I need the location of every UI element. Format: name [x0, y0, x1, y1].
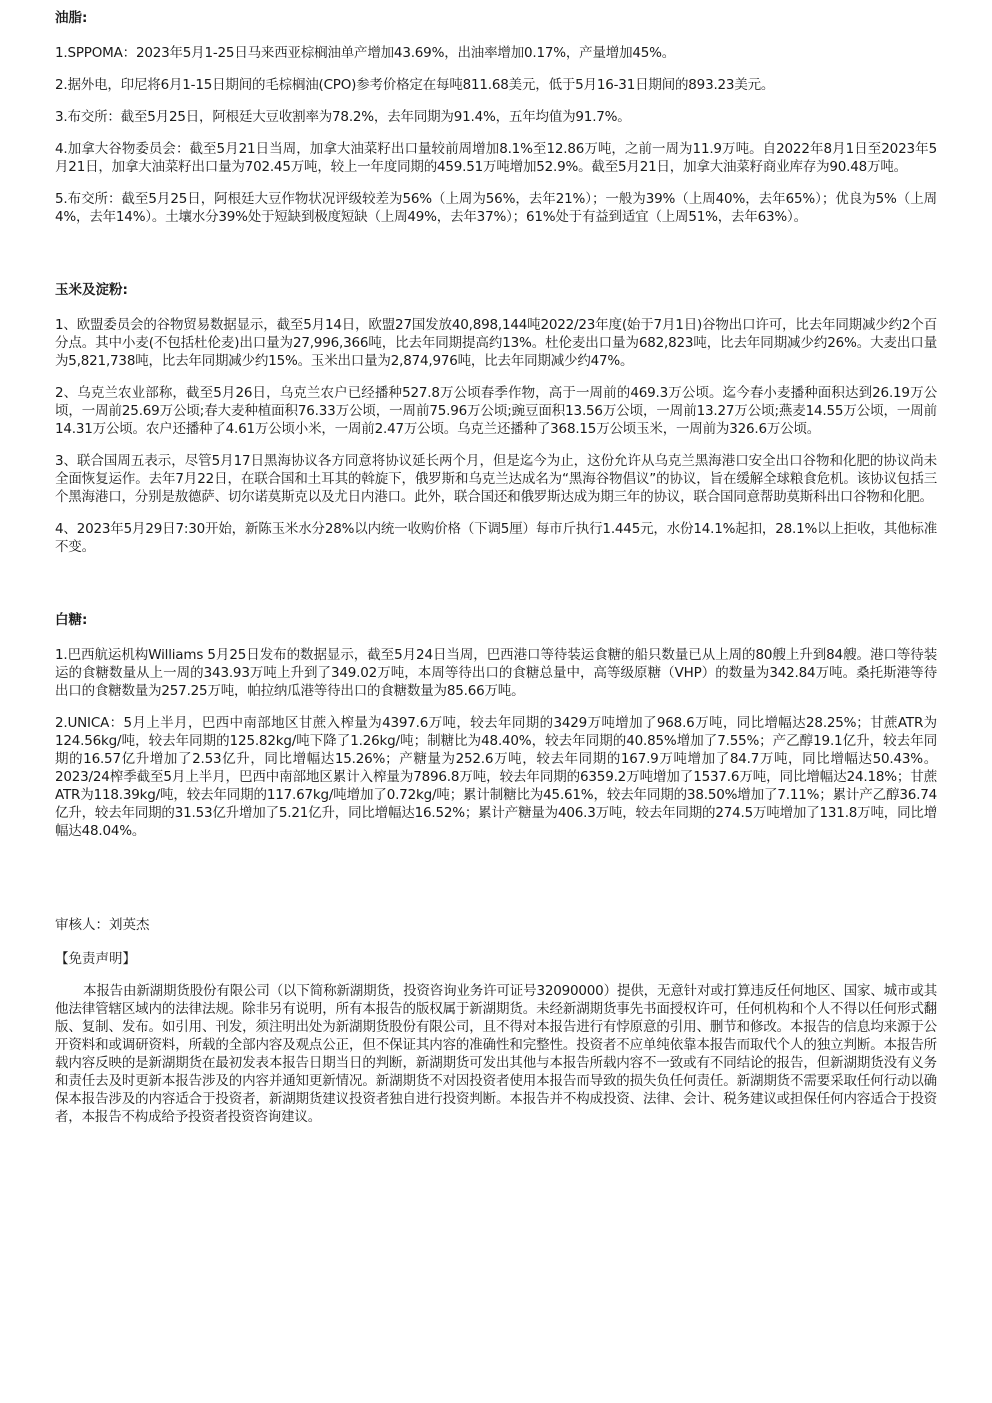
disclaimer-title: 【免责声明】: [55, 951, 136, 967]
corn-section: [55, 280, 937, 556]
disclaimer-body: 本报告由新湖期货股份有限公司（以下简称新湖期货，投资咨询业务许可证号32090000）提供，无意针对或打算违反任何地区、国家、城市或其他法律管辖区域内的法律法规。除非另有说明，所有本报告的版权属于新湖期货。未经新湖期货事先书面授权许可，任何机构和个人不得以任何形式翻版、复制、发布。如引用、刊发，须注明出处为新湖期货股份有限公司，且不得对本报告进行有悖原意的引用、删节和修改。本报告的信息均来源于公开资料和或调研资料，所载的全部内容及观点公正，但不保证其内容的准确性和完整性。投资者不应单纯依靠本报告而取代个人的独立判断。本报告所载内容反映的是新湖期货在最初发表本报告日期当日的判断，新湖期货可发出其他与本报告所载内容不一致或有不同结论的报告，但新湖期货没有义务和责任去及时更新本报告涉及的内容并通知更新情况。新湖期货不对因投资者使用本报告而导致的损失负任何责任。新湖期货不需要采取任何行动以确保本报告涉及的内容适合于投资者，新湖期货建议投资者独自进行投资判断。本报告并不构成投资、法律、会计、税务建议或担保任何内容适合于投资者，本报告不构成给予投资者投资咨询建议。: [55, 983, 937, 1125]
spacer: [55, 854, 937, 916]
sugar-item-2: 2.UNICA：5月上半月，巴西中南部地区甘蔗入榨量为4397.6万吨，较去年同期的3429万吨增加了968.6万吨，同比增幅达28.25%；甘蔗ATR为124.56kg/吨，较去年同期的125.82kg/吨下降了1.26kg/吨；制糖比为48.40%，较去年同期的40.85%增加了7.55%；产乙醇19.1亿升，较去年同期的16.57亿升增加了2.53亿升，同比增幅达15.26%；产糖量为252.6万吨，较去年同期的167.9万吨增加了84.7万吨，同比增幅达50.43%。2023/24榨季截至5月上半月，巴西中南部地区累计入榨量为7896.8万吨，较去年同期的6359.2万吨增加了1537.6万吨，同比增幅达24.18%；甘蔗ATR为118.39kg/吨，较去年同期的117.67kg/吨增加了0.72kg/吨；累计制糖比为45.61%，较去年同期的38.50%增加了7.11%；累计产乙醇36.74亿升，较去年同期的31.53亿升增加了5.21亿升，同比增幅达16.52%；累计产糖量为406.3万吨，较去年同期的274.5万吨增加了131.8万吨，同比增幅达48.04%。: [55, 715, 937, 839]
corn-item-3: 3、联合国周五表示，尽管5月17日黑海协议各方同意将协议延长两个月，但是迄今为止，这份允许从乌克兰黑海港口安全出口谷物和化肥的协议尚未全面恢复运作。去年7月22日，在联合国和土耳其的斡旋下，俄罗斯和乌克兰达成名为“黑海谷物倡议”的协议，旨在缓解全球粮食危机。该协议包括三个黑海港口，分别是敖德萨、切尔诺莫斯克以及尤日内港口。此外，联合国还和俄罗斯达成为期三年的协议，联合国同意帮助莫斯科出口谷物和化肥。: [55, 453, 937, 505]
corn-item-1: 1、欧盟委员会的谷物贸易数据显示，截至5月14日，欧盟27国发放40,898,144吨2022/23年度(始于7月1日)谷物出口许可，比去年同期减少约2个百分点。其中小麦(不包括杜伦麦)出口量为27,996,366吨，比去年同期提高约13%。杜伦麦出口量为682,823吨，比去年同期减少约26%。大麦出口量为5,821,738吨，比去年同期减少约15%。玉米出口量为2,874,976吨，比去年同期减少约47%。: [55, 317, 937, 369]
report-page: [55, 8, 937, 1126]
oils-item-1: 1.SPPOMA：2023年5月1-25日马来西亚棕榈油单产增加43.69%，出油率增加0.17%，产量增加45%。: [55, 45, 676, 61]
corn-item-2: 2、乌克兰农业部称，截至5月26日，乌克兰农户已经播种527.8万公顷春季作物，高于一周前的469.3万公顷。迄今春小麦播种面积达到26.19万公顷，一周前25.69万公顷;春大麦种植面积76.33万公顷，一周前75.96万公顷;豌豆面积13.56万公顷，一周前13.27万公顷;燕麦14.55万公顷，一周前14.31万公顷。农户还播种了4.61万公顷小米，一周前2.47万公顷。乌克兰还播种了368.15万公顷玉米，一周前为326.6万公顷。: [55, 385, 937, 437]
oils-item-3: 3.布交所：截至5月25日，阿根廷大豆收割率为78.2%，去年同期为91.4%，五年均值为91.7%。: [55, 109, 631, 125]
sugar-heading: 白糖:: [55, 612, 88, 628]
corn-heading: 玉米及淀粉:: [55, 282, 128, 298]
spacer: [55, 570, 937, 610]
oils-item-4: 4.加拿大谷物委员会：截至5月21日当周，加拿大油菜籽出口量较前周增加8.1%至12.86万吨，之前一周为11.9万吨。自2022年8月1日至2023年5月21日，加拿大油菜籽出口量为702.45万吨，较上一年度同期的459.51万吨增加52.9%。截至5月21日，加拿大油菜籽商业库存为90.48万吨。: [55, 141, 937, 175]
spacer: [55, 240, 937, 280]
oils-item-5: 5.布交所：截至5月25日，阿根廷大豆作物状况评级较差为56%（上周为56%，去年21%）；一般为39%（上周40%，去年65%）；优良为5%（上周4%，去年14%）。土壤水分39%处于短缺到极度短缺（上周49%，去年37%）；61%处于有益到适宜（上周51%，去年63%）。: [55, 191, 937, 225]
corn-item-4: 4、2023年5月29日7:30开始，新陈玉米水分28%以内统一收购价格（下调5厘）每市斤执行1.445元，水份14.1%起扣，28.1%以上拒收，其他标准不变。: [55, 521, 937, 555]
oils-item-2: 2.据外电，印尼将6月1-15日期间的毛棕榈油(CPO)参考价格定在每吨811.68美元，低于5月16-31日期间的893.23美元。: [55, 77, 775, 93]
sugar-section: [55, 610, 937, 840]
reviewer-line: 审核人：刘英杰: [55, 917, 150, 933]
oils-heading: 油脂:: [55, 10, 88, 26]
oils-section: [55, 8, 937, 226]
sugar-item-1: 1.巴西航运机构Williams 5月25日发布的数据显示，截至5月24日当周，巴西港口等待装运食糖的船只数量已从上周的80艘上升到84艘。港口等待装运的食糖数量从上一周的343.93万吨上升到了349.02万吨，本周等待出口的食糖总量中，高等级原糖（VHP）的数量为342.84万吨。桑托斯港等待出口的食糖数量为257.25万吨，帕拉纳瓜港等待出口的食糖数量为85.66万吨。: [55, 647, 937, 699]
